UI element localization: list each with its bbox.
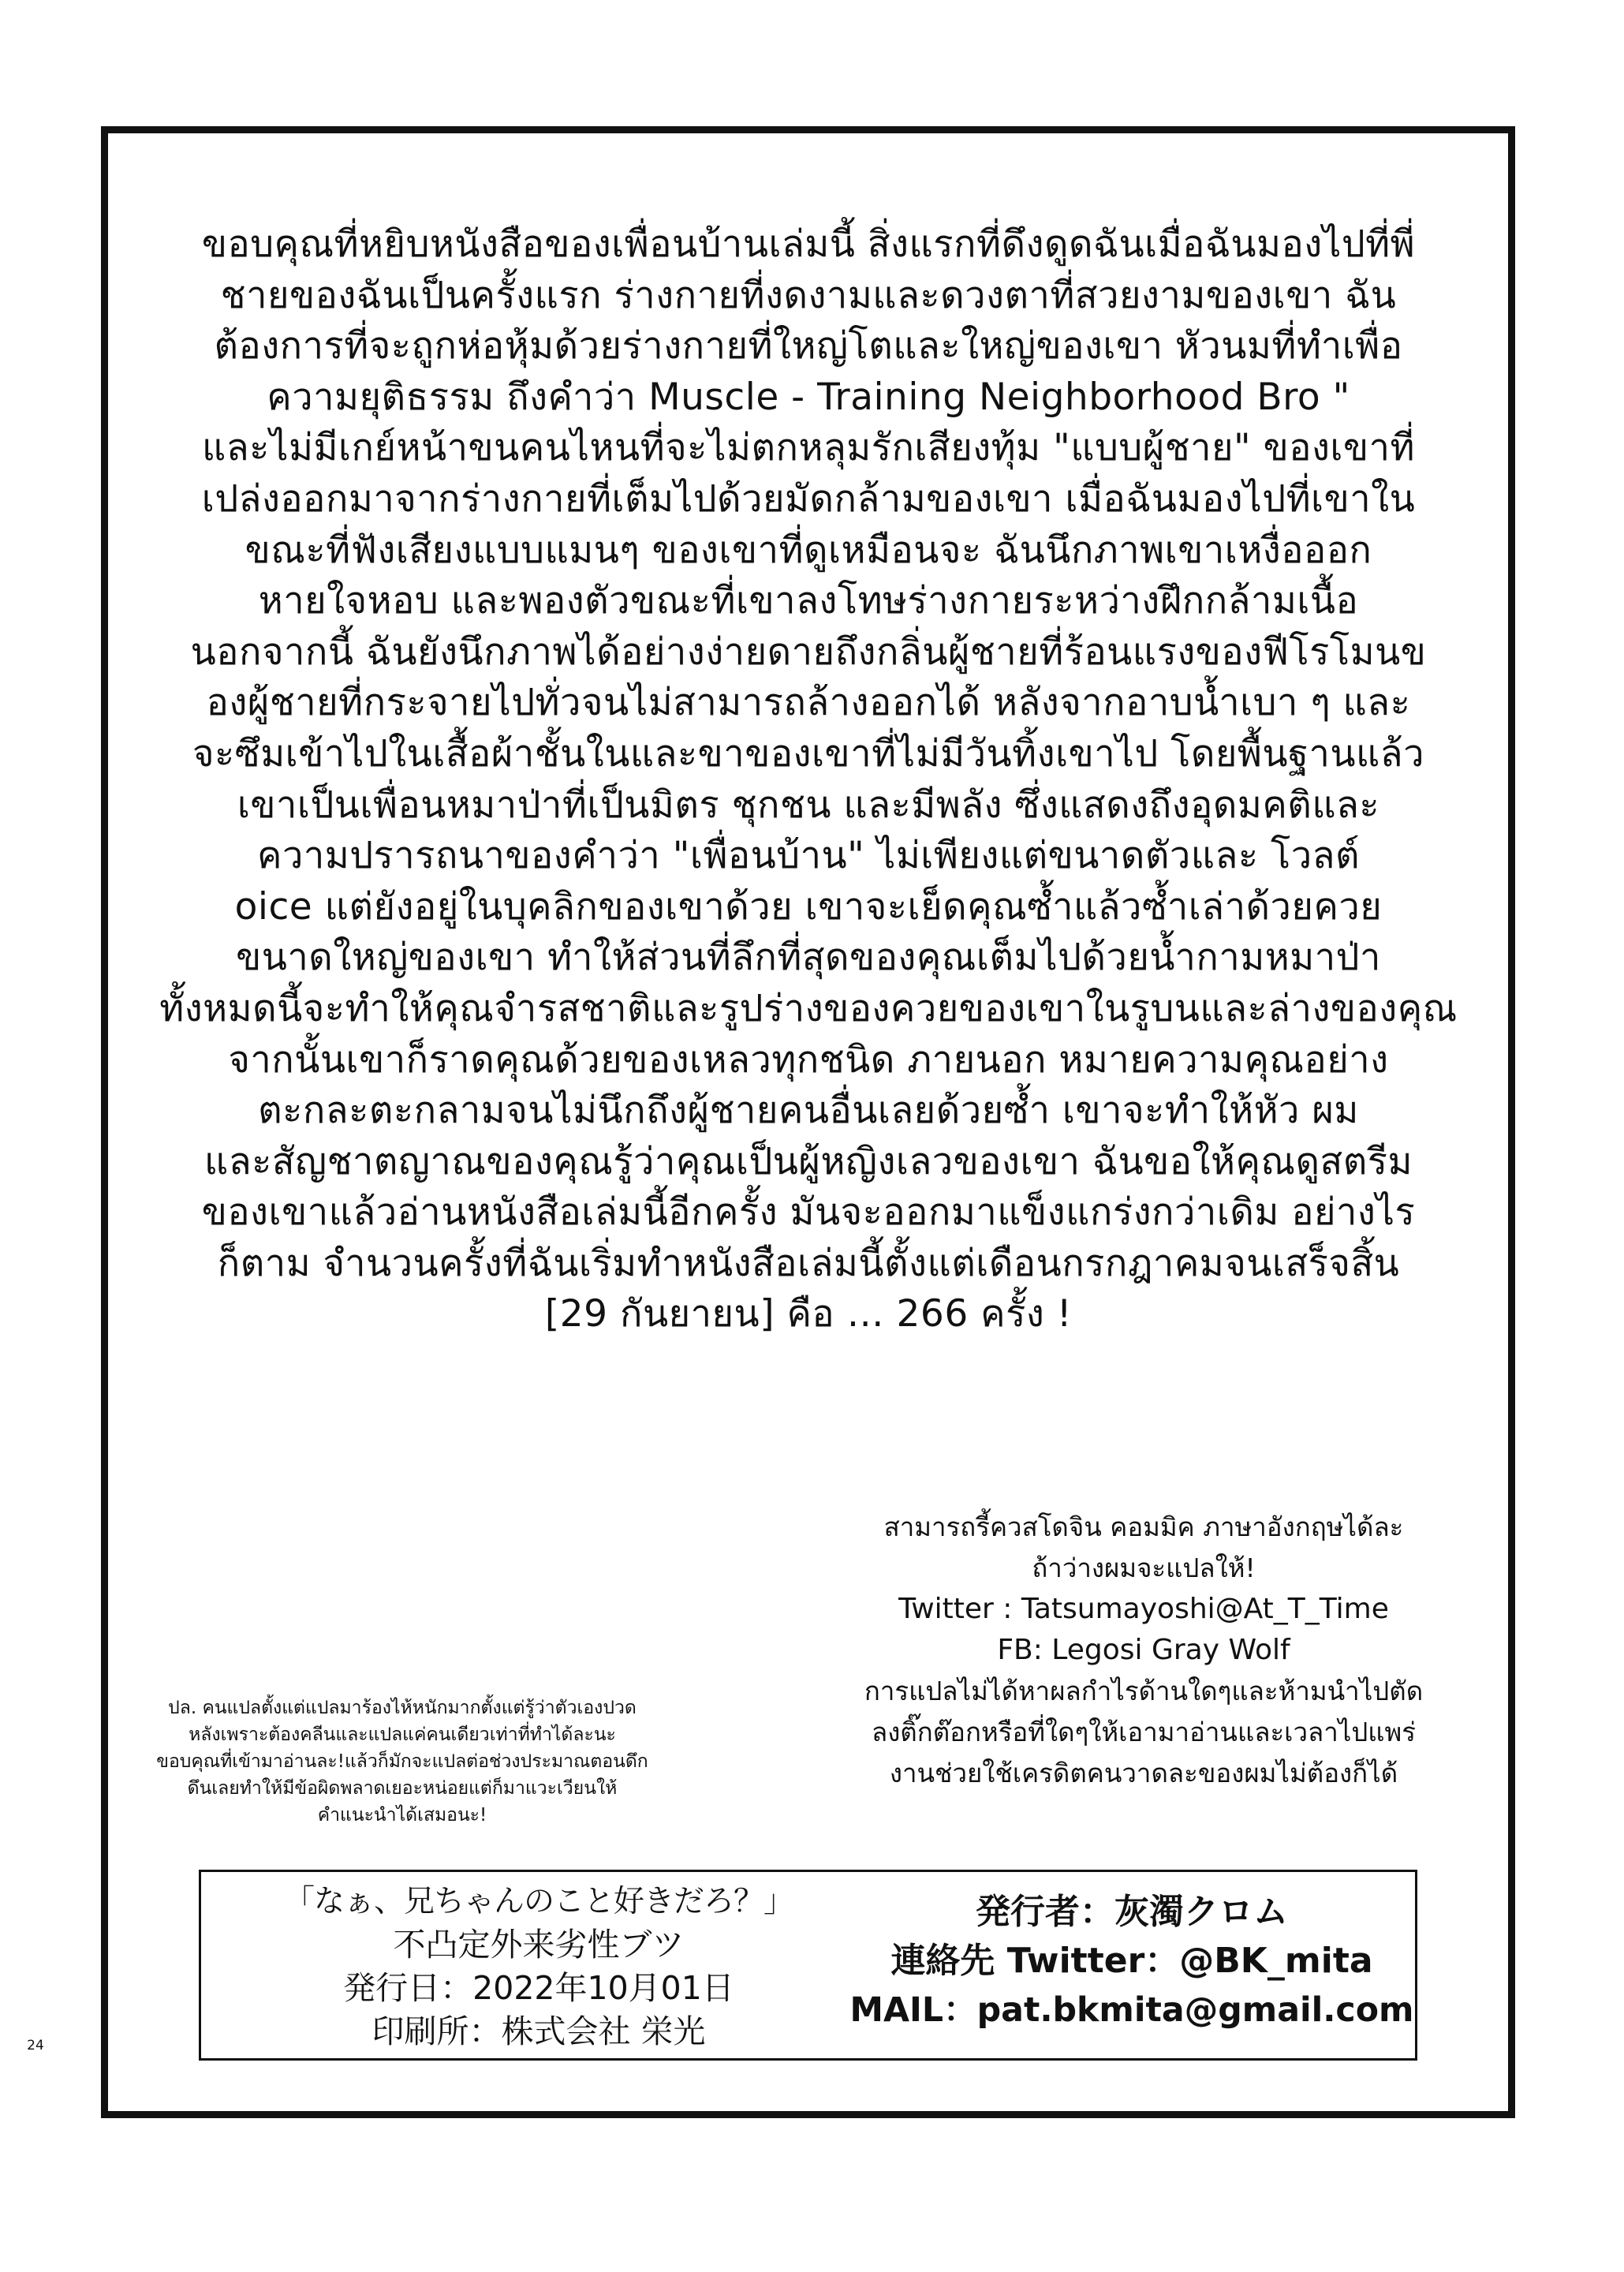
note-line-1: ปล. คนแปลตั้งแต่แปลมาร้องไห้หนักมากตั้งแต่รู้ว่าตัวเองปวด — [168, 1698, 637, 1718]
afterword-line: และไม่มีเกย์หน้าขนคนไหนที่จะไม่ตกหลุมรักเสียงทุ้ม "แบบผู้ชาย" ของเขาที่ — [202, 426, 1415, 470]
printer: 印刷所：株式会社 栄光 — [371, 2012, 706, 2050]
afterword-line: ก็ตาม จำนวนครั้งที่ฉันเริ่มทำหนังสือเล่มนี้ตั้งแต่เดือนกรกฎาคมจนเสร็จสิ้น — [217, 1241, 1400, 1285]
afterword-text — [158, 219, 1459, 1340]
afterword-line: หายใจหอบ และพองตัวขณะที่เขาลงโทษร่างกายระหว่างฝึกกล้ามเนื้อ — [258, 579, 1359, 623]
afterword-line: oice แต่ยังอยู่ในบุคลิกของเขาด้วย เขาจะเย็ดคุณซ้ำแล้วซ้ำเล่าด้วยควย — [234, 884, 1383, 929]
afterword-line: ขณะที่ฟังเสียงแบบแมนๆ ของเขาที่ดูเหมือนจะ ฉันนึกภาพเขาเหงื่อออก — [245, 528, 1372, 572]
colophon-contact-info — [832, 1888, 1432, 2035]
contact-twitter: 連絡先 Twitter：@BK_mita — [890, 1941, 1373, 1981]
afterword-line: ตะกละตะกลามจนไม่นึกถึงผู้ชายคนอื่นเลยด้วยซ้ำ เขาจะทำให้หัว ผม — [258, 1089, 1359, 1133]
credits-line-7: งานช่วยใช้เครดิตคนวาดละของผมไม่ต้องก็ได้ — [889, 1758, 1398, 1788]
afterword-line: องผู้ชายที่กระจายไปทั่วจนไม่สามารถล้างออกได้ หลังจากอาบน้ำเบา ๆ และ — [206, 681, 1411, 725]
note-line-4: ดึนเลยทำให้มีข้อผิดพลาดเยอะหน่อยแต่ก็มาแวะเวียนให้ — [187, 1778, 618, 1799]
credits-line-5: การแปลไม่ได้หาผลกำไรด้านใดๆและห้ามนำไปตัด — [864, 1676, 1424, 1706]
publish-date: 発行日：2022年10月01日 — [343, 1969, 734, 2007]
credits-line-1: สามารถรี้ควสโดจิน คอมมิค ภาษาอังกฤษได้ละ — [883, 1512, 1404, 1542]
afterword-line: ต้องการที่จะถูกห่อหุ้มด้วยร่างกายที่ใหญ่โตและใหญ่ของเขา หัวนมที่ทำเพื่อ — [214, 324, 1403, 368]
afterword-line: จะซึมเข้าไปในเสื้อผ้าชั้นในและขาของเขาที่ไม่มีวันทิ้งเขาไป โดยพื้นฐานแล้ว — [192, 731, 1424, 775]
credits-line-2: ถ้าว่างผมจะแปลให้! — [1032, 1553, 1256, 1583]
afterword-line: ขนาดใหญ่ของเขา ทำให้ส่วนที่ลึกที่สุดของคุณเต็มไปด้วยน้ำกามหมาป่า — [236, 936, 1381, 980]
afterword-line: ของเขาแล้วอ่านหนังสือเล่มนี้อีกครั้ง มันจะออกมาแข็งแกร่งกว่าเดิม อย่างไร — [201, 1190, 1416, 1235]
publisher: 発行者：灰濁クロム — [976, 1892, 1288, 1932]
translator-credits — [812, 1507, 1475, 1794]
afterword-line: ความปรารถนาของคำว่า "เพื่อนบ้าน" ไม่เพียงแต่ขนาดตัวและ โวลต์ — [257, 834, 1360, 878]
afterword-line: เขาเป็นเพื่อนหมาป่าที่เป็นมิตร ชุกชน และมีพลัง ซึ่งแสดงถึงอุดมคติและ — [237, 783, 1380, 827]
afterword-line: นอกจากนี้ ฉันยังนึกภาพได้อย่างง่ายดายถึงกลิ่นผู้ชายที่ร้อนแรงของฟีโรโมนข — [190, 630, 1427, 674]
afterword-line: ทั้งหมดนี้จะทำให้คุณจำรสชาติและรูปร่างของควยของเขาในรูบนและล่างของคุณ — [159, 986, 1458, 1030]
credits-twitter: Twitter : Tatsumayoshi@At_T_Time — [898, 1593, 1389, 1625]
afterword-line: จากนั้นเขาก็ราดคุณด้วยของเหลวทุกชนิด ภายนอก หมายความคุณอย่าง — [228, 1037, 1389, 1082]
colophon-book-info — [215, 1880, 862, 2053]
afterword-line: เปล่งออกมาจากร่างกายที่เต็มไปด้วยมัดกล้ามของเขา เมื่อฉันมองไปที่เขาใน — [201, 476, 1416, 521]
afterword-line: ขอบคุณที่หยิบหนังสือของเพื่อนบ้านเล่มนี้ สิ่งแรกที่ดึงดูดฉันเมื่อฉันมองไปที่พี่ — [201, 222, 1416, 266]
afterword-line: ชายของฉันเป็นครั้งแรก ร่างกายที่งดงามและดวงตาที่สวยงามของเขา ฉัน — [220, 273, 1397, 317]
page-number: 24 — [27, 2038, 44, 2053]
credits-fb: FB: Legosi Gray Wolf — [997, 1634, 1290, 1666]
afterword-line: [29 กันยายน] คือ … 266 ครั้ง ! — [544, 1292, 1073, 1336]
colophon-box — [199, 1870, 1417, 2061]
afterword-line: และสัญชาตญาณของคุณรู้ว่าคุณเป็นผู้หญิงเลวของเขา ฉันขอให้คุณดูสตรีม — [204, 1139, 1413, 1183]
afterword-line: ความยุติธรรม ถึงคำว่า Muscle - Training Neighborhood Bro " — [267, 375, 1350, 419]
circle-name: 不凸定外来劣性ブツ — [393, 1926, 685, 1964]
note-line-3: ขอบคุณที่เข้ามาอ่านละ!แล้วก็มักจะแปลต่อช่วงประมาณตอนดึก — [156, 1751, 648, 1772]
note-line-2: หลังเพราะต้องคลีนและแปลแค่คนเดียวเท่าที่ทำได้ละนะ — [189, 1725, 616, 1745]
contact-mail: MAIL：pat.bkmita@gmail.com — [849, 1990, 1414, 2030]
translator-note — [118, 1695, 686, 1829]
note-line-5: คำแนะนำได้เสมอนะ! — [317, 1805, 487, 1825]
book-title: 「なぁ、兄ちゃんのこと好きだろ？」 — [283, 1884, 793, 1919]
credits-line-6: ลงติ๊กต๊อกหรือที่ใดๆให้เอามาอ่านและเวลาไปแพร่ — [871, 1717, 1417, 1747]
